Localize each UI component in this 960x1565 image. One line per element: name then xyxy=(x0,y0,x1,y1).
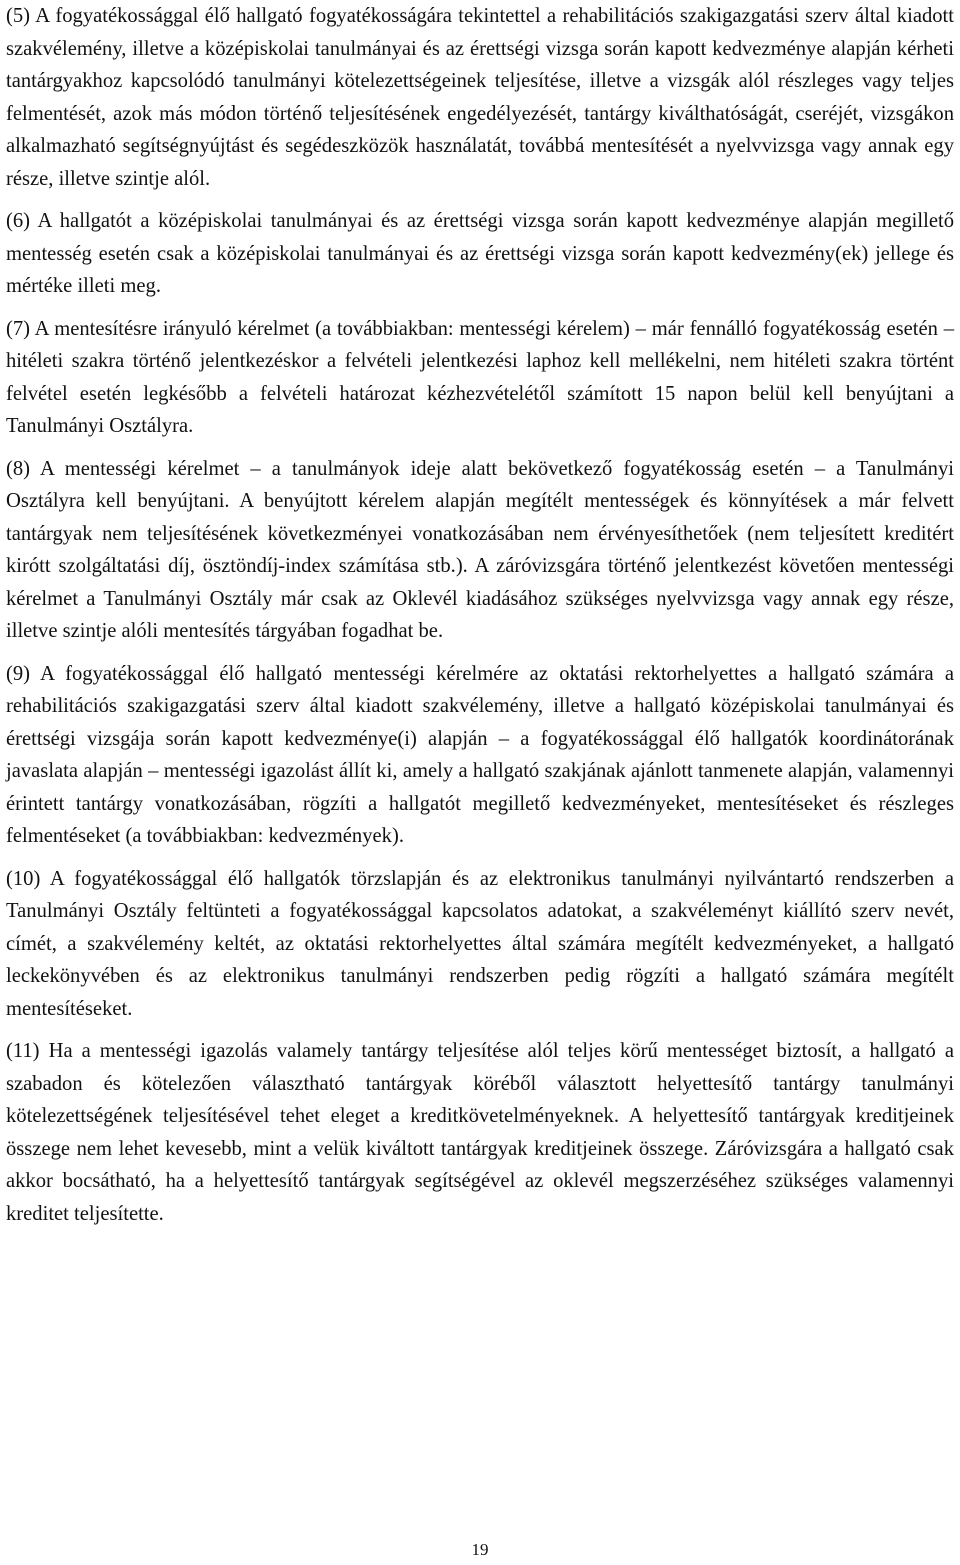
paragraph-6: (6) A hallgatót a középiskolai tanulmányai és az érettségi vizsga során kapott kedvezménye alapján megillető mentesség esetén csak a középiskolai tanulmányai és az érettségi vizsga során kapott kedvezmény(ek) jellege és mértéke illeti meg. xyxy=(6,210,954,297)
paragraph-8: (8) A mentességi kérelmet – a tanulmányok ideje alatt bekövetkező fogyatékosság esetén – a Tanulmányi Osztályra kell benyújtani. A benyújtott kérelem alapján megítélt mentességek és könnyítések a már felvett tantárgyak nem teljesítésének következményei vonatkozásában nem érvényesíthetőek (nem teljesített kreditért kirótt szolgáltatási díj, ösztöndíj-index számítása stb.). A záróvizsgára történő jelentkezést követően mentességi kérelmet a Tanulmányi Osztály már csak az Oklevél kiadásához szükséges nyelvvizsga vagy annak egy része, illetve szintje alóli mentesítés tárgyában fogadhat be. xyxy=(6,457,954,642)
paragraph-11: (11) Ha a mentességi igazolás valamely tantárgy teljesítése alól teljes körű mentességet biztosít, a hallgató a szabadon és kötelezően választható tantárgyak köréből választott helyettesítő tantárgy tanulmányi kötelezettségének teljesítésével tehet eleget a kreditkövetelményeknek. A helyettesítő tantárgyak kreditjeinek összege nem lehet kevesebb, mint a velük kiváltott tantárgyak kreditjeinek összege. Záróvizsgára a hallgató csak akkor bocsátható, ha a helyettesítő tantárgyak segítségével az oklevél megszerzéséhez szükséges valamennyi kreditet teljesítette. xyxy=(6,1040,954,1225)
paragraph-5: (5) A fogyatékossággal élő hallgató fogyatékosságára tekintettel a rehabilitációs szakigazgatási szerv által kiadott szakvélemény, illetve a középiskolai tanulmányai és az érettségi vizsga során kapott kedvezménye alapján kérheti tantárgyakhoz kapcsolódó tanulmányi kötelezettségeinek teljesítése, illetve a vizsgák alól részleges vagy teljes felmentését, azok más módon történő teljesítésének engedélyezését, tantárgy kiválthatóságát, cseréjét, vizsgákon alkalmazható segítségnyújtást és segédeszközök használatát, továbbá mentesítését a nyelvvizsga vagy annak egy része, illetve szintje alól. xyxy=(6,5,954,190)
paragraph-10: (10) A fogyatékossággal élő hallgatók törzslapján és az elektronikus tanulmányi nyilvántartó rendszerben a Tanulmányi Osztály feltünteti a fogyatékossággal kapcsolatos adatokat, a szakvéleményt kiállító szerv nevét, címét, a szakvélemény keltét, az oktatási rektorhelyettes által számára megítélt kedvezményeket, a hallgató leckekönyvében és az elektronikus tanulmányi rendszerben pedig rögzíti a hallgató számára megítélt mentesítéseket. xyxy=(6,867,954,1020)
document-page xyxy=(6,0,954,1240)
paragraph-7: (7) A mentesítésre irányuló kérelmet (a továbbiakban: mentességi kérelem) – már fennálló fogyatékosság esetén – hitéleti szakra történő jelentkezéskor a felvételi jelentkezési laphoz kell mellékelni, nem hitéleti szakra történt felvétel esetén legkésőbb a felvételi határozat kézhezvételétől számított 15 napon belül kell benyújtani a Tanulmányi Osztályra. xyxy=(6,317,954,437)
paragraph-9: (9) A fogyatékossággal élő hallgató mentességi kérelmére az oktatási rektorhelyettes a hallgató számára a rehabilitációs szakigazgatási szerv által kiadott szakvélemény, illetve a hallgató középiskolai tanulmányai és érettségi vizsgája során kapott kedvezménye(i) alapján – a fogyatékossággal élő hallgatók koordinátorának javaslata alapján – mentességi igazolást állít ki, amely a hallgató szakjának ajánlott tanmenete alapján, valamennyi érintett tantárgy vonatkozásában, rögzíti a hallgatót megillető kedvezményeket, mentesítéseket és részleges felmentéseket (a továbbiakban: kedvezmények). xyxy=(6,662,954,847)
page-number: 19 xyxy=(471,1540,489,1559)
